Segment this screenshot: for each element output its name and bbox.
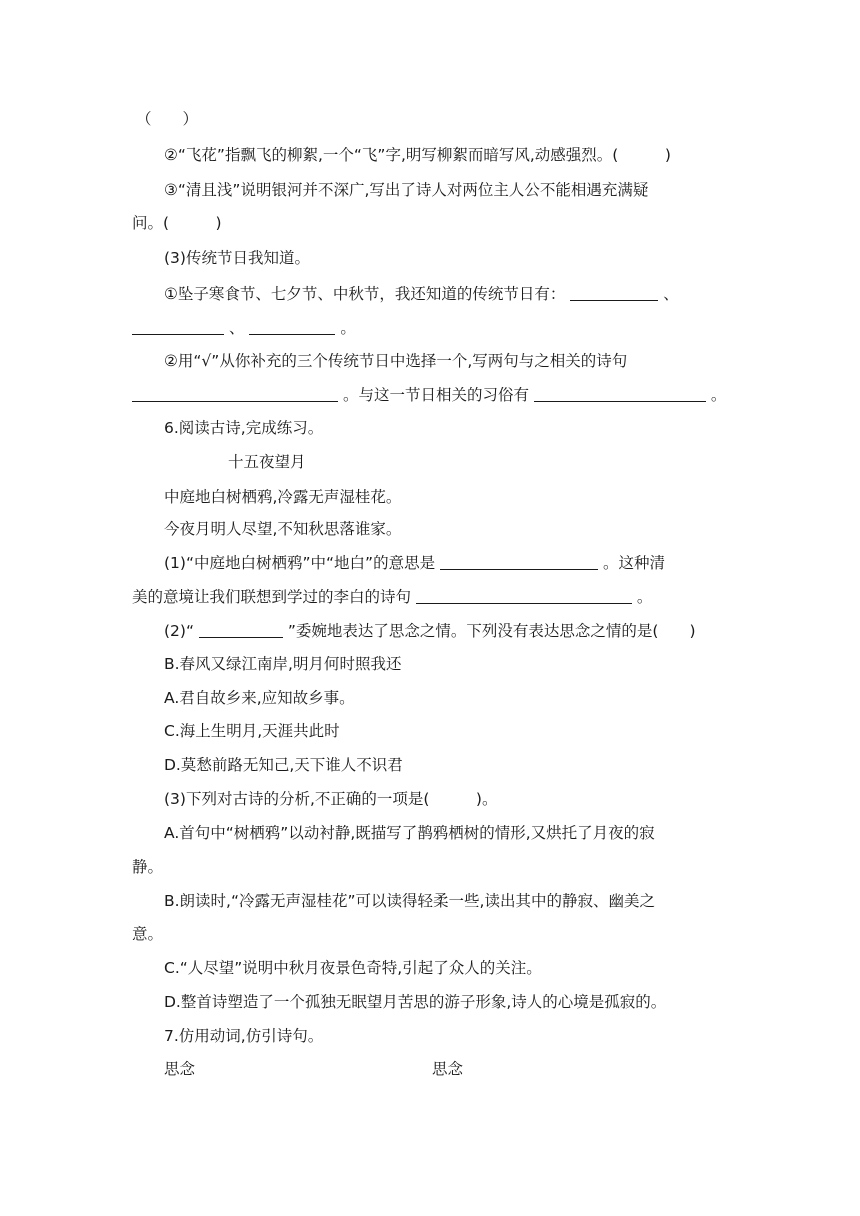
text-line	[164, 620, 696, 642]
text-line: (3)下列对古诗的分析,不正确的一项是( )。	[164, 790, 498, 808]
option-line: D.整首诗塑造了一个孤独无眠望月苦思的游子形象,诗人的心境是孤寂的。	[164, 993, 667, 1011]
line-text: 美的意境让我们联想到学过的李白的诗句	[132, 588, 412, 606]
poem-line: 今夜月明人尽望,不知秋思落谁家。	[164, 520, 402, 538]
line-text: 。	[710, 386, 727, 404]
text-line	[132, 586, 652, 608]
poem-line: 中庭地白树栖鸦,冷露无声湿桂花。	[164, 488, 402, 506]
poem-title: 十五夜望月	[228, 453, 306, 471]
line-text: 、	[228, 319, 245, 337]
text-line	[164, 552, 665, 574]
text-line: 7.仿用动词,仿引诗句。	[164, 1027, 324, 1045]
answer-blank[interactable]	[199, 621, 283, 638]
option-line: D.莫愁前路无知己,天下谁人不识君	[164, 756, 403, 774]
text-line: 6.阅读古诗,完成练习。	[164, 419, 324, 437]
option-line: C.“人尽望”说明中秋月夜景色奇特,引起了众人的关注。	[164, 959, 542, 977]
answer-blank[interactable]	[440, 553, 598, 570]
line-text: 。	[636, 588, 653, 606]
text-line: ③“清且浅”说明银河并不深广,写出了诗人对两位主人公不能相遇充满疑	[164, 181, 649, 199]
text-line	[164, 283, 679, 305]
answer-blank[interactable]	[570, 284, 658, 301]
text-line: 问。( )	[132, 214, 222, 232]
text-line: (3)传统节日我知道。	[164, 249, 310, 267]
line-text: ①坠子寒食节、七夕节、中秋节，我还知道的传统节日有：	[164, 285, 566, 303]
line-text: 。这种清	[602, 554, 665, 572]
option-line: C.海上生明月,天涯共此时	[164, 722, 340, 740]
answer-blank[interactable]	[132, 318, 224, 335]
line-text: ”委婉地表达了思念之情。下列没有表达思念之情的是( )	[287, 622, 696, 640]
answer-blank[interactable]	[534, 385, 706, 402]
text-line: （ ）	[136, 110, 199, 128]
option-line: A.君自故乡来,应知故乡事。	[164, 689, 355, 707]
line-text: 、	[663, 285, 679, 303]
text-line: ②用“√”从你补充的三个传统节日中选择一个,写两句与之相关的诗句	[164, 352, 628, 370]
answer-blank[interactable]	[132, 385, 338, 402]
line-text: (2)“	[164, 622, 194, 640]
option-line: B.朗读时,“冷露无声湿桂花”可以读得轻柔一些,读出其中的静寂、幽美之	[164, 892, 655, 910]
line-text: 。	[340, 319, 356, 337]
option-line: 意。	[132, 925, 164, 943]
text-line	[132, 317, 356, 339]
option-line: 静。	[132, 858, 164, 876]
answer-blank[interactable]	[249, 318, 335, 335]
line-text: (1)“中庭地白树栖鸦”中“地白”的意思是	[164, 554, 436, 572]
answer-blank[interactable]	[416, 587, 632, 604]
text-line: ②“飞花”指飘飞的柳絮,一个“飞”字,明写柳絮而暗写风,动感强烈。( )	[164, 146, 671, 164]
line-text: 。与这一节日相关的习俗有	[342, 386, 529, 404]
option-line: B.春风又绿江南岸,明月何时照我还	[164, 655, 402, 673]
text-line: 思念	[164, 1060, 196, 1078]
text-line: 思念	[432, 1060, 464, 1078]
text-line	[132, 384, 726, 406]
option-line: A.首句中“树栖鸦”以动衬静,既描写了鹊鸦栖树的情形,又烘托了月夜的寂	[164, 824, 655, 842]
